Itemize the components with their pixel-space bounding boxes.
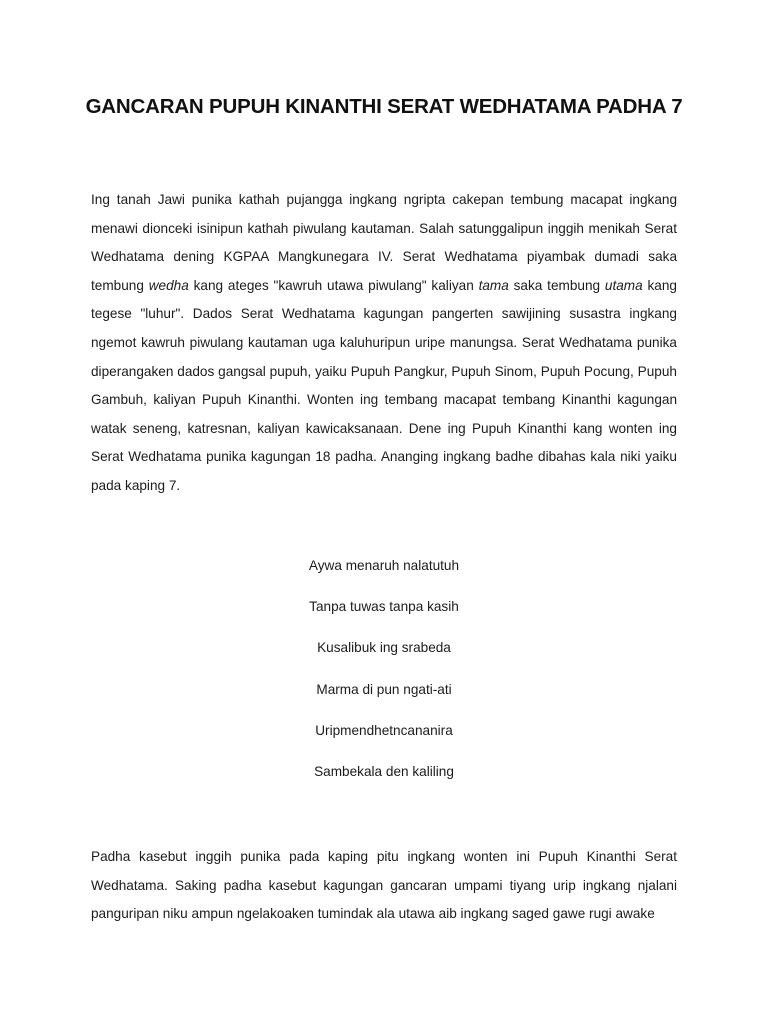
- closing-paragraph: Padha kasebut inggih punika pada kaping pitu ingkang wonten ini Pupuh Kinanthi Serat Wedhatama. Saking padha kasebut kagungan gancaran umpami tiyang urip ingkang njalani panguripan niku ampun ngelakoaken tumindak ala utawa aib ingkang saged gawe rugi awake: [91, 849, 677, 922]
- intro-text-4: kang tegese "luhur". Dados Serat Wedhatama kagungan pangerten sawijining susastra ingkang ngemot kawruh piwulang kautaman uga kaluhuripun uripe manungsa. Serat Wedhatama punika diperangaken dados gangsal pupuh, yaiku Pupuh Pangkur, Pupuh Sinom, Pupuh Pocung, Pupuh Gambuh, kaliyan Pupuh Kinanthi. Wonten ing tembang macapat tembang Kinanthi kagungan watak seneng, katresnan, kaliyan kawicaksanaan. Dene ing Pupuh Kinanthi kang wonten ing Serat Wedhatama punika kagungan 18 padha. Ananging ingkang badhe dibahas kala niki yaiku pada kaping 7.: [91, 277, 677, 493]
- verse-line: Aywa menaruh nalatutuh: [308, 558, 460, 573]
- verse-line: Uripmendhetncananira: [315, 722, 453, 738]
- intro-text-2: kang ateges "kawruh utawa piwulang" kaliyan: [188, 277, 479, 293]
- intro-italic-utama: utama: [604, 277, 643, 293]
- verse-line: Kusalibuk ing srabeda: [317, 640, 451, 656]
- verse-line: Tanpa tuwas tanpa kasih: [309, 599, 459, 615]
- intro-italic-tama: tama: [478, 277, 509, 293]
- verse-block: [0, 552, 768, 799]
- verse-line: Marma di pun ngati-ati: [316, 681, 452, 697]
- intro-text-1: Ing tanah Jawi punika kathah pujangga ingkang ngripta cakepan tembung macapat ingkang menawi dionceki isinipun kathah piwulang kautaman. Salah satunggalipun inggih menikah Serat Wedhatama dening KGPAA Mangkunegara IV. Serat Wedhatama piyambak dumadi saka tembung: [91, 192, 677, 293]
- intro-italic-wedha: wedha: [148, 277, 189, 293]
- document-title: GANCARAN PUPUH KINANTHI SERAT WEDHATAMA PADHA 7: [85, 95, 683, 118]
- intro-paragraph: [91, 186, 677, 501]
- verse-line: Sambekala den kaliling: [314, 763, 454, 779]
- intro-text-3: saka tembung: [508, 277, 605, 293]
